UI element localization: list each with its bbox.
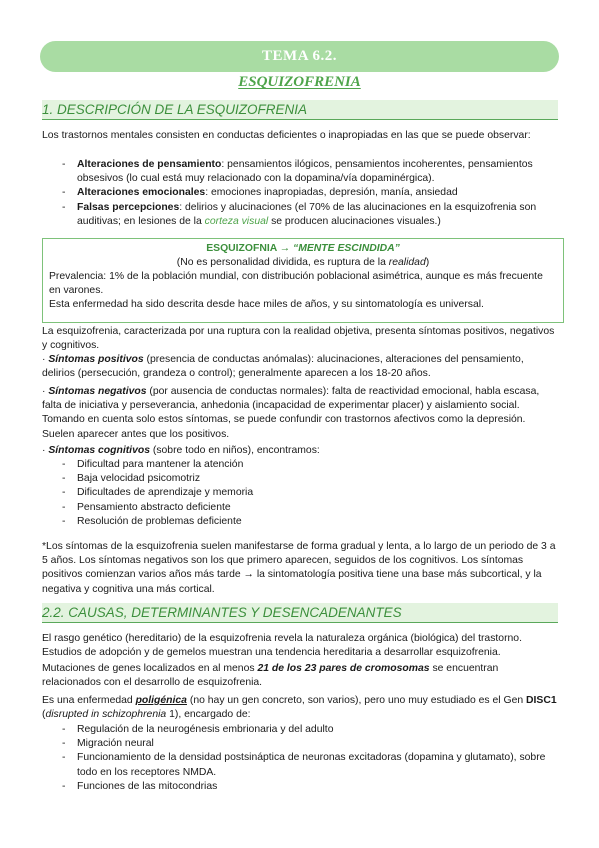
tema-banner bbox=[40, 41, 559, 72]
polygenic-paragraph: Es una enfermedad poligénica (no hay un gen concreto, son varios), pero uno muy estudiado es el Gen DISC1 (disrupted in schizophrenia 1), encargado de: bbox=[42, 695, 557, 721]
document-subtitle: ESQUIZOFRENIA bbox=[238, 74, 361, 90]
cognitive-symptoms-paragraph: · Síntomas cognitivos (sobre todo en niños), encontramos: bbox=[42, 445, 320, 456]
mental-disorder-list bbox=[62, 158, 558, 229]
list-item: - Regulación de la neurogénesis embrionaria y del adulto bbox=[62, 723, 558, 737]
mutations-paragraph: Mutaciones de genes localizados en al menos 21 de los 23 pares de cromosomas se encuentran relacionados con el desarrollo de esquizofrenia. bbox=[42, 663, 499, 689]
list-item: - Pensamiento abstracto deficiente bbox=[62, 501, 558, 515]
positive-symptoms-paragraph: · Síntomas positivos (presencia de conductas anómalas): alucinaciones, alteraciones del pensamiento, delirios (persecución, grandeza o control); generalmente aparecen a los 18-20 años. bbox=[42, 354, 524, 380]
cognitive-symptoms-list bbox=[62, 458, 558, 529]
tema-title: TEMA 6.2. bbox=[262, 48, 337, 64]
rupture-paragraph: La esquizofrenia, caracterizada por una ruptura con la realidad objetiva, presenta síntomas positivos, negativos y cognitivos. bbox=[42, 326, 555, 352]
list-item: - Baja velocidad psicomotriz bbox=[62, 472, 558, 486]
onset-note: *Los síntomas de la esquizofrenia suelen manifestarse de forma gradual y lenta, a lo largo de un periodo de 3 a 5 años. Los síntomas negativos son los que primero aparecen, seguidos de los cognitivos. Los síntomas positivos comienzan varios años más tarde → la sintomatología positiva tiene una base más subcortical, y la negativa y cognitiva una más cortical. bbox=[42, 541, 556, 595]
intro-paragraph: Los trastornos mentales consisten en conductas deficientes o inapropiadas en las que se puede observar: bbox=[42, 130, 531, 141]
list-item: - Funcionamiento de la densidad postsináptica de neuronas excitadoras (dopamina y glutamato), sobre todo en los receptores NMDA. bbox=[62, 751, 558, 779]
section-heading-descripcion: 1. DESCRIPCIÓN DE LA ESQUIZOFRENIA bbox=[42, 100, 558, 120]
genetic-paragraph: El rasgo genético (hereditario) de la esquizofrenia revela la naturaleza orgánica (biológica) del trastorno. Estudios de adopción y de gemelos muestran una tendencia hereditaria a desarrollar esquizofrenia. bbox=[42, 633, 522, 659]
list-item: - Resolución de problemas deficiente bbox=[62, 515, 558, 529]
highlight-corteza-visual: corteza visual bbox=[204, 215, 269, 227]
arrow-right-icon: → bbox=[279, 243, 291, 254]
info-box-subtitle: (No es personalidad dividida, es ruptura de la realidad) bbox=[176, 257, 430, 268]
section-heading-causas: 2.2. CAUSAS, DETERMINANTES Y DESENCADENANTES bbox=[42, 603, 558, 623]
list-item: - Alteraciones de pensamiento: pensamientos ilógicos, pensamientos incoherentes, pensamientos obsesivos (lo cual está muy relacionado con la dopamina/vía dopaminérgica). bbox=[62, 158, 558, 186]
list-item: - Alteraciones emocionales: emociones inapropiadas, depresión, manía, ansiedad bbox=[62, 186, 558, 200]
list-item: - Migración neural bbox=[62, 737, 558, 751]
list-item: - Dificultades de aprendizaje y memoria bbox=[62, 486, 558, 500]
negative-symptoms-paragraph: · Síntomas negativos (por ausencia de conductas normales): falta de reactividad emocional, habla escasa, falta de iniciativa y perseverancia, anhedonia (incapacidad de experimentar placer) y aislamiento social. Tomando en cuenta solo estos síntomas, se puede confundir con trastornos afectivos como la depresión. Suelen aparecer antes que los positivos. bbox=[42, 386, 540, 440]
info-box-title: ESQUIZOFNIA → “MENTE ESCINDIDA” bbox=[206, 243, 400, 254]
list-item: - Dificultad para mantener la atención bbox=[62, 458, 558, 472]
disc1-functions-list bbox=[62, 723, 558, 794]
history-text: Esta enfermedad ha sido descrita desde hace miles de años, y su sintomatología es universal. bbox=[49, 299, 484, 310]
list-item: - Falsas percepciones: delirios y alucinaciones (el 70% de las alucinaciones en la esquizofrenia son auditivas; en lesiones de la corteza visual se producen alucinaciones visuales.) bbox=[62, 201, 558, 229]
list-item: - Funciones de las mitocondrias bbox=[62, 780, 558, 794]
info-box bbox=[42, 238, 564, 323]
prevalence-text: Prevalencia: 1% de la población mundial, con distribución poblacional asimétrica, aunque es más frecuente en varones. bbox=[49, 271, 543, 296]
